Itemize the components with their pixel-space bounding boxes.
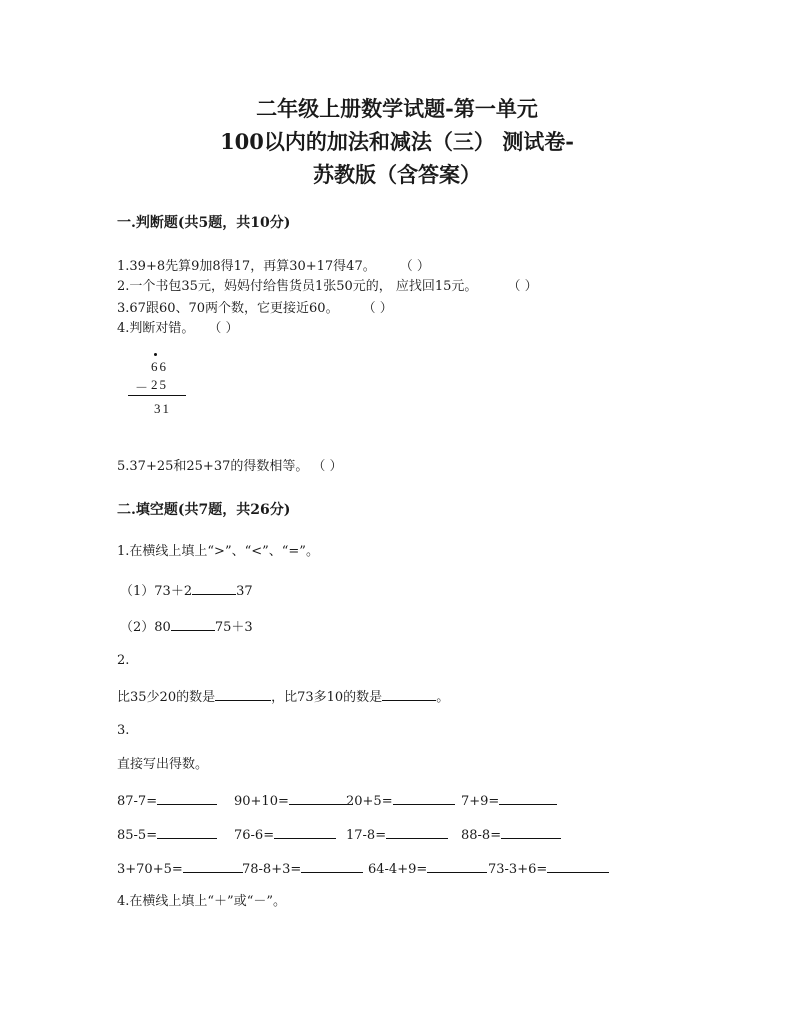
calc-item — [346, 826, 461, 843]
calc-item — [461, 826, 561, 843]
minus-sign: － — [135, 380, 149, 395]
calc-expression: 7+9= — [461, 794, 500, 809]
title-line-2: 100以内的加法和减法（三） 测试卷- — [220, 129, 574, 154]
calc-row-3 — [117, 860, 609, 877]
fill-question-2-part-a: 比35少20的数是 — [117, 690, 216, 705]
calc-item — [242, 860, 368, 877]
calc-expression: 90+10= — [234, 794, 289, 809]
fill-question-3-text: 直接写出得数。 — [117, 757, 209, 772]
fill-blank[interactable] — [157, 792, 217, 805]
calc-item — [117, 826, 234, 843]
calc-row-1 — [117, 792, 557, 809]
fill-blank[interactable] — [427, 860, 487, 873]
fill-question-1a-right: 37 — [236, 584, 253, 599]
fill-question-2-part-b: ，比73多10的数是 — [271, 690, 383, 705]
fill-question-2-number: 2. — [117, 653, 130, 668]
fill-question-2-part-c: 。 — [436, 690, 450, 705]
section-1-heading: 一.判断题(共5题，共10分) — [117, 215, 291, 231]
fill-question-1a-left: （1）73＋2 — [120, 584, 193, 599]
subtrahend: 25 — [151, 377, 168, 392]
fill-question-3-number: 3. — [117, 723, 130, 738]
judge-question-5-answer-paren[interactable]: （ ） — [312, 459, 343, 474]
title-line-3: 苏教版（含答案） — [313, 162, 481, 187]
judge-question-1-text: 1.39+8先算9加8得17，再算30+17得47。 — [117, 259, 376, 274]
judge-question-2-answer-paren[interactable]: （ ） — [507, 279, 538, 294]
vertical-subtraction — [118, 355, 188, 425]
judge-question-2 — [117, 278, 538, 296]
judge-question-4-answer-paren[interactable]: （ ） — [208, 321, 239, 336]
fill-blank[interactable] — [215, 688, 271, 701]
fill-blank[interactable] — [192, 582, 236, 595]
title-line-1: 二年级上册数学试题-第一单元 — [256, 96, 538, 121]
calc-item — [488, 860, 609, 877]
judge-question-3 — [117, 300, 393, 318]
section-2-heading: 二.填空题(共7题，共26分) — [117, 502, 291, 518]
judge-question-2-text: 2.一个书包35元，妈妈付给售货员1张50元的， 应找回15元。 — [117, 279, 478, 294]
calc-expression: 78-8+3= — [242, 862, 302, 877]
calc-expression: 17-8= — [346, 828, 387, 843]
fill-question-1b-left: （2）80 — [120, 620, 171, 635]
judge-question-5-text: 5.37+25和25+37的得数相等。 — [117, 459, 309, 474]
fill-blank[interactable] — [547, 860, 609, 873]
judge-question-3-text: 3.67跟60、70两个数，它更接近60。 — [117, 301, 339, 316]
fill-blank[interactable] — [171, 618, 215, 631]
calc-item — [346, 792, 461, 809]
difference: 31 — [154, 401, 171, 416]
fill-question-1a — [120, 582, 253, 601]
fill-blank[interactable] — [183, 860, 243, 873]
judge-question-5 — [117, 458, 343, 476]
calc-item — [461, 792, 557, 809]
calc-expression: 73-3+6= — [488, 862, 548, 877]
calc-expression: 64-4+9= — [368, 862, 428, 877]
calc-expression: 88-8= — [461, 828, 502, 843]
calc-item — [368, 860, 488, 877]
fill-question-1b — [120, 618, 253, 637]
fill-blank[interactable] — [499, 792, 557, 805]
judge-question-4 — [117, 320, 239, 338]
fill-blank[interactable] — [157, 826, 217, 839]
minuend: 66 — [151, 359, 168, 374]
calc-item — [117, 792, 234, 809]
calc-expression: 85-5= — [117, 828, 158, 843]
fill-blank[interactable] — [274, 826, 336, 839]
judge-question-3-answer-paren[interactable]: （ ） — [362, 301, 393, 316]
calc-item — [234, 792, 346, 809]
carry-dot — [154, 353, 157, 356]
calc-item — [117, 860, 242, 877]
fill-question-4: 4.在横线上填上“＋”或“－”。 — [117, 894, 286, 909]
calc-expression: 76-6= — [234, 828, 275, 843]
fill-question-2 — [117, 688, 449, 707]
calc-expression: 87-7= — [117, 794, 158, 809]
fill-blank[interactable] — [386, 826, 448, 839]
calc-item — [234, 826, 346, 843]
calc-underline — [128, 395, 186, 396]
judge-question-1 — [117, 258, 430, 276]
fill-blank[interactable] — [301, 860, 363, 873]
calc-expression: 3+70+5= — [117, 862, 183, 877]
fill-blank[interactable] — [289, 792, 349, 805]
fill-question-1b-right: 75＋3 — [214, 620, 253, 635]
fill-question-1: 1.在横线上填上“>”、“<”、“=”。 — [117, 544, 319, 559]
judge-question-1-answer-paren[interactable]: （ ） — [399, 259, 430, 274]
calc-expression: 20+5= — [346, 794, 393, 809]
fill-blank[interactable] — [501, 826, 561, 839]
document-title — [0, 92, 794, 191]
fill-blank[interactable] — [393, 792, 455, 805]
judge-question-4-text: 4.判断对错。 — [117, 321, 195, 336]
calc-row-2 — [117, 826, 561, 843]
fill-blank[interactable] — [382, 688, 436, 701]
